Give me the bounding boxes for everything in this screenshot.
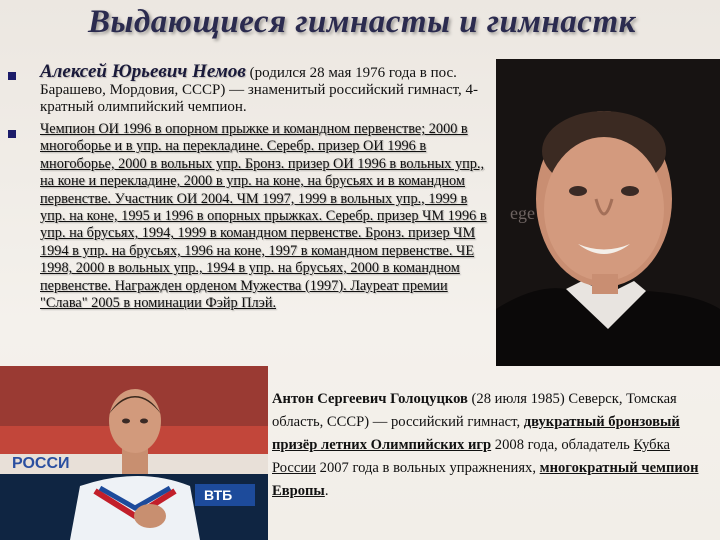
bullet-item-nemov-achievements [4, 121, 496, 312]
golotsutskov-portrait-image [0, 366, 268, 540]
nemov-intro: (родился 28 мая 1976 года в пос. Барашево, Мордовия, СССР) — знаменитый российский гимнаст, 4-кратный олимпийский чемпион. [40, 65, 479, 115]
bullet-item-nemov-bio [4, 63, 496, 116]
slide-title: Выдающиеся гимнасты и гимнастк [88, 4, 636, 40]
banner-text-russia: РОССИ [12, 455, 70, 472]
square-bullet-icon [8, 72, 16, 80]
golotsutskov-name: Антон Сергеевич Голоцуцков [272, 391, 468, 407]
golotsutskov-bio [272, 388, 712, 503]
golotsutskov-bio-part2: 2008 года, обладатель [491, 437, 634, 453]
golotsutskov-photo [0, 366, 268, 540]
nemov-portrait-image [496, 59, 720, 366]
banner-text-vtb: ВТБ [204, 487, 233, 503]
golotsutskov-bio-part3: 2007 года в вольных упражнениях, [316, 460, 540, 476]
european-champion-link[interactable]: многократный чемпион Европы [272, 460, 699, 499]
nemov-bio-text [40, 63, 496, 116]
russia-cup-link[interactable]: Кубка России [272, 437, 670, 476]
nemov-name: Алексей Юрьевич Немов [40, 61, 246, 82]
nemov-photo [496, 59, 720, 366]
square-bullet-icon [8, 130, 16, 138]
olympic-bronze-link[interactable]: двукратный бронзовый призёр летних Олимпийских игр [272, 414, 680, 453]
nemov-bullet-list [4, 63, 496, 312]
golotsutskov-bio-part4: . [324, 483, 329, 499]
nemov-achievements-link[interactable]: Чемпион ОИ 1996 в опорном прыжке и командном первенстве; 2000 в многоборье и в упр. на перекладине. Серебр. призер ОИ 1996 в многоборье, 2000 в вольных упр. Бронз. призер ОИ 1996 в вольных упр., на коне и перекладине, 2000 в упр. на коне, на брусьях и в командном первенстве. Участник ОИ 2004. ЧМ 1997, 1999 в вольных упр., 1999 в упр. на коне, 1995 и 1996 в опорных прыжках. Серебр. призер ЧМ 1996 в упр. на брусьях, 1994, 1999 в командном первенстве. Бронз. призер ЧМ 1994 в упр. на брусьях, 1996 на коне, 1997 в командном первенстве. ЧЕ 1998, 2000 в вольных упр., 1994 в упр. на брусьях, 2000 в командном первенстве. Награжден орденом Мужества (1997). Лауреат премии "Слава" 2005 в номинации Фэйр Плэй. [40, 121, 487, 312]
golotsutskov-bio-part1: (28 июля 1985) Северск, Томская область, СССР) — российский гимнаст, [272, 391, 677, 430]
nemov-photo-backdrop-text: ege [510, 203, 535, 223]
